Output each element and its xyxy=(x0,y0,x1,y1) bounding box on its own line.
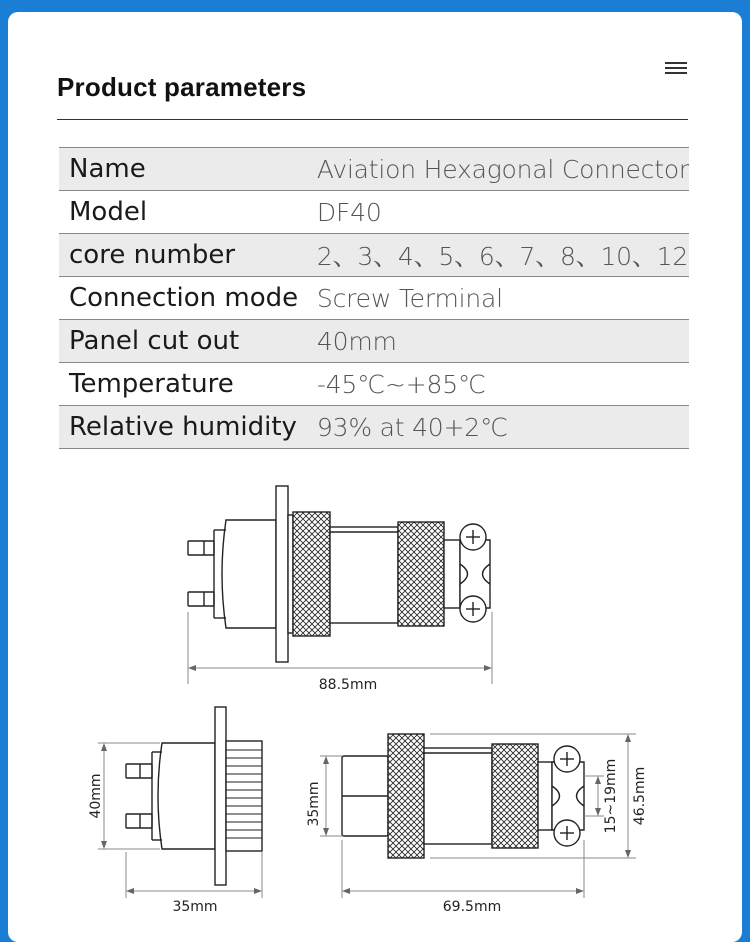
dimension-label: 35mm xyxy=(172,899,218,915)
param-label: Model xyxy=(69,197,148,227)
assembly-side-view xyxy=(188,486,490,662)
param-value: Screw Terminal xyxy=(316,283,503,313)
param-value: 40mm xyxy=(316,326,397,356)
param-label: Name xyxy=(69,154,146,184)
param-label: Connection mode xyxy=(69,283,299,313)
param-value: 93% at 40+2℃ xyxy=(316,412,508,442)
param-value: DF40 xyxy=(316,197,382,227)
param-value: -45℃~+85℃ xyxy=(316,369,486,399)
param-label: Temperature xyxy=(69,369,234,399)
param-value: 2、3、4、5、6、7、8、10、12 xyxy=(316,242,689,271)
plug-side-view xyxy=(342,734,584,858)
dimension-label: 40mm xyxy=(88,773,104,819)
param-label: Relative humidity xyxy=(69,412,297,442)
dimension-label: 69.5mm xyxy=(442,899,502,915)
socket-side-view xyxy=(126,707,262,885)
dimension-label: 35mm xyxy=(306,781,322,827)
dimension-label: 15~19mm xyxy=(603,758,619,834)
dimension-label: 88.5mm xyxy=(318,677,378,693)
param-label: core number xyxy=(69,240,236,270)
param-label: Panel cut out xyxy=(69,326,240,356)
page-title: Product parameters xyxy=(57,72,307,102)
dimension-label: 46.5mm xyxy=(632,766,648,826)
param-value: Aviation Hexagonal Connector xyxy=(316,154,689,184)
